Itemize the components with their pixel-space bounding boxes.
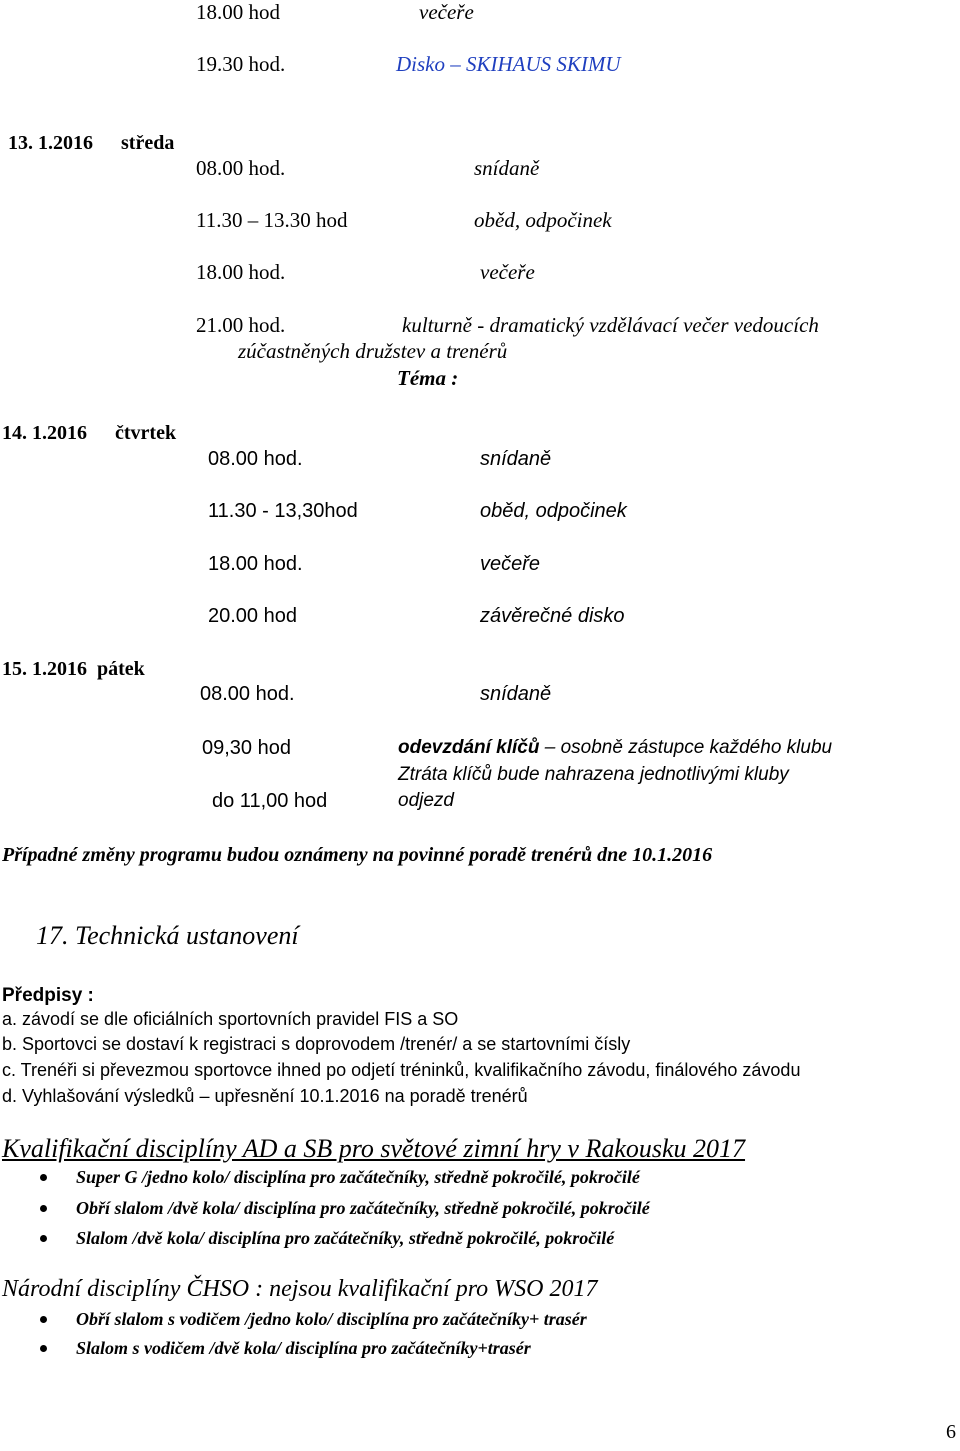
rule-item: b. Sportovci se dostaví k registraci s doprovodem /trenér/ a se startovními čísly — [2, 1034, 631, 1054]
bullet-icon — [40, 1345, 47, 1352]
schedule-time: 11.30 – 13.30 hod — [196, 208, 348, 232]
schedule-activity — [398, 738, 832, 757]
bullet-icon — [40, 1316, 47, 1323]
schedule-time: 08.00 hod. — [200, 683, 295, 705]
key-loss-note: Ztráta klíčů bude nahrazena jednotlivými kluby — [398, 764, 789, 785]
day-date: 13. 1.2016 — [8, 132, 93, 154]
key-return-detail: – osobně zástupce každého klubu — [544, 737, 833, 758]
national-heading: Národní disciplíny ČHSO : nejsou kvalifikační pro WSO 2017 — [2, 1276, 598, 1302]
tema-label: Téma : — [397, 366, 459, 390]
day-date: 14. 1.2016 — [2, 422, 87, 444]
schedule-time: 20.00 hod — [208, 605, 297, 627]
schedule-time: 18.00 hod — [196, 0, 280, 24]
schedule-time: 08.00 hod. — [196, 156, 286, 180]
day-date: 15. 1.2016 — [2, 658, 87, 680]
schedule-time: 18.00 hod. — [208, 553, 303, 575]
section-subheading: Předpisy : — [2, 985, 94, 1006]
program-change-note: Případné změny programu budou oznámeny na povinné poradě trenérů dne 10.1.2016 — [2, 844, 713, 866]
page-number: 6 — [946, 1421, 956, 1443]
schedule-activity: večeře — [419, 0, 474, 24]
day-weekday: středa — [121, 132, 175, 154]
schedule-activity: závěrečné disko — [480, 605, 625, 627]
rule-item: c. Trenéři si převezmou sportovce ihned po odjetí tréninků, kvalifikačního závodu, finálového závodu — [2, 1060, 801, 1080]
key-return-label: odevzdání klíčů — [398, 737, 540, 758]
bullet-icon — [40, 1235, 47, 1242]
schedule-activity: snídaně — [474, 156, 540, 180]
schedule-activity: snídaně — [480, 683, 552, 705]
qualification-heading: Kvalifikační disciplíny AD a SB pro světové zimní hry v Rakousku 2017 — [2, 1134, 746, 1163]
day-weekday: čtvrtek — [115, 422, 177, 444]
schedule-activity-disco: Disko – SKIHAUS SKIMU — [396, 52, 621, 76]
schedule-time: 19.30 hod. — [196, 52, 286, 76]
schedule-time: 21.00 hod. — [196, 313, 286, 337]
schedule-time: do 11,00 hod — [212, 790, 328, 812]
rule-item: d. Vyhlašování výsledků – upřesnění 10.1.2016 na poradě trenérů — [2, 1086, 528, 1106]
day-weekday: pátek — [97, 658, 145, 680]
schedule-time: 08.00 hod. — [208, 448, 303, 470]
schedule-activity: odjezd — [398, 790, 454, 811]
bullet-icon — [40, 1174, 47, 1181]
schedule-activity: oběd, odpočinek — [474, 208, 612, 232]
schedule-activity: večeře — [480, 553, 541, 575]
discipline-item: Obří slalom /dvě kola/ disciplína pro začátečníky, středně pokročilé, pokročilé — [76, 1198, 650, 1218]
section-heading: 17. Technická ustanovení — [36, 921, 299, 950]
schedule-time: 11.30 - 13,30hod — [208, 500, 358, 522]
schedule-activity: večeře — [480, 260, 535, 284]
discipline-item: Obří slalom s vodičem /jedno kolo/ disciplína pro začátečníky+ trasér — [76, 1309, 587, 1329]
schedule-activity-continuation: zúčastněných družstev a trenérů — [238, 339, 508, 363]
bullet-icon — [40, 1205, 47, 1212]
schedule-time: 18.00 hod. — [196, 260, 286, 284]
schedule-activity: kulturně - dramatický vzdělávací večer vedoucích — [402, 313, 819, 337]
schedule-time: 09,30 hod — [202, 737, 291, 759]
discipline-item: Slalom s vodičem /dvě kola/ disciplína pro začátečníky+trasér — [76, 1338, 531, 1358]
schedule-activity: snídaně — [480, 448, 552, 470]
discipline-item: Super G /jedno kolo/ disciplína pro začátečníky, středně pokročilé, pokročilé — [76, 1167, 640, 1187]
discipline-item: Slalom /dvě kola/ disciplína pro začátečníky, středně pokročilé, pokročilé — [76, 1228, 615, 1248]
rule-item: a. závodí se dle oficiálních sportovních pravidel FIS a SO — [2, 1009, 459, 1029]
schedule-activity: oběd, odpočinek — [480, 500, 627, 522]
